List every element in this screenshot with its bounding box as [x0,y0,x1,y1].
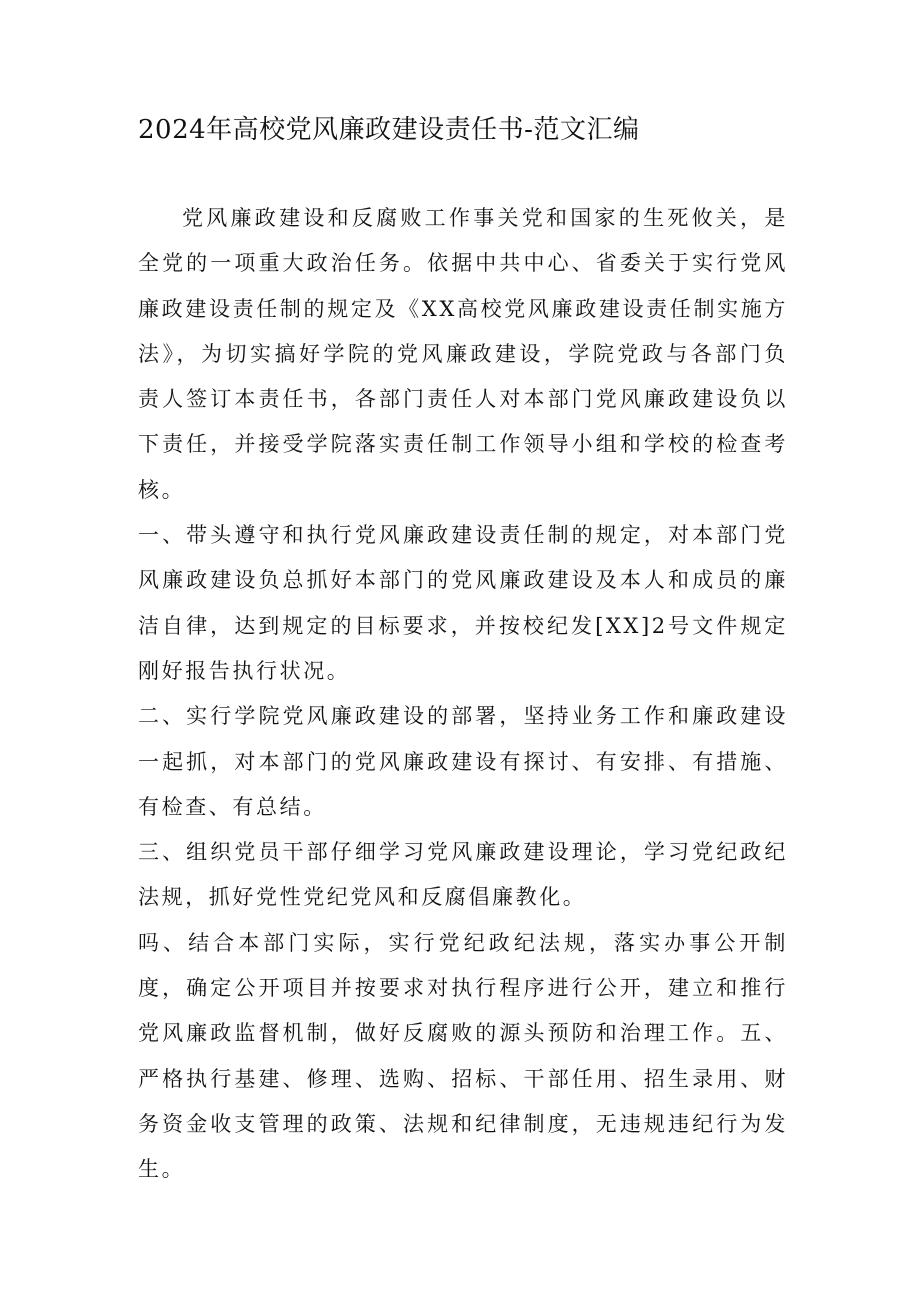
item-1-paragraph: 一、带头遵守和执行党风廉政建设责任制的规定，对本部门党风廉政建设负总抓好本部门的党风廉政建设及本人和成员的廉洁自律，达到规定的目标要求，并按校纪发[XX]2号文件规定刚好报告执行状况。 [138,523,788,683]
item-3-paragraph: 三、组织党员干部仔细学习党风廉政建设理论，学习党纪政纪法规，抓好党性党纪党风和反腐倡廉教化。 [138,840,788,910]
document-body [138,196,788,1193]
item-2-paragraph: 二、实行学院党风廉政建设的部署，坚持业务工作和廉政建设一起抓，对本部门的党风廉政建设有探讨、有安排、有措施、有检查、有总结。 [138,704,788,819]
document-title: 2024年高校党风廉政建设责任书-范文汇编 [138,115,640,145]
intro-paragraph: 党风廉政建设和反腐败工作事关党和国家的生死攸关，是全党的一项重大政治任务。依据中共中心、省委关于实行党风廉政建设责任制的规定及《XX高校党风廉政建设责任制实施方法》，为切实搞好学院的党风廉政建设，学院党政与各部门负责人签订本责任书，各部门责任人对本部门党风廉政建设负以下责任，并接受学院落实责任制工作领导小组和学校的检查考核。 [138,206,788,502]
item-4-paragraph: 吗、结合本部门实际，实行党纪政纪法规，落实办事公开制度，确定公开项目并按要求对执行程序进行公开，建立和推行党风廉政监督机制，做好反腐败的源头预防和治理工作。五、严格执行基建、修理、选购、招标、干部任用、招生录用、财务资金收支管理的政策、法规和纪律制度，无违规违纪行为发生。 [138,930,788,1182]
